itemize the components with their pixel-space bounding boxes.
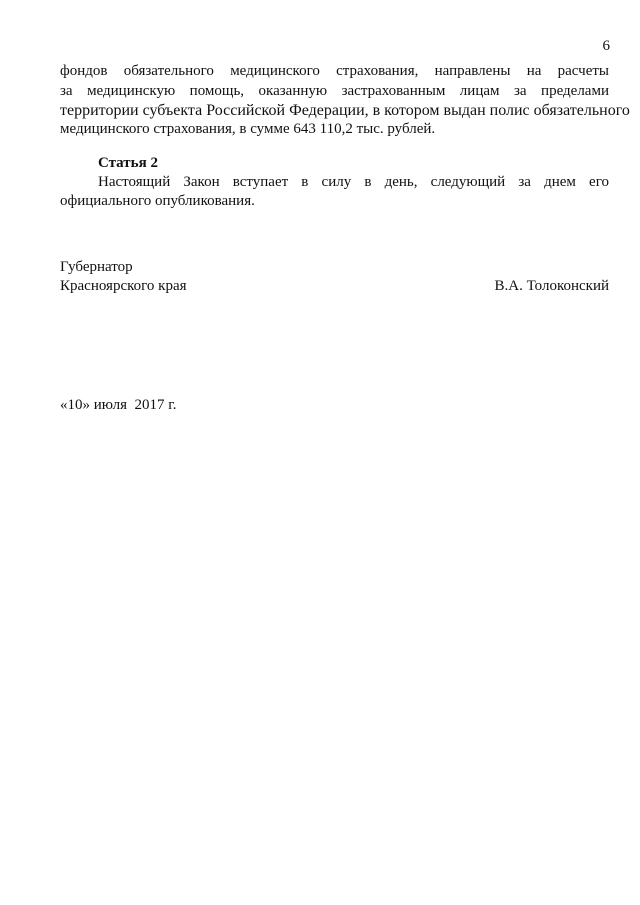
article-2-line-2: официального опубликования. [60, 193, 255, 209]
signature-title-line-1: Губернатор [60, 259, 133, 275]
page-number: 6 [602, 38, 610, 54]
signatory-name: В.А. Толоконский [494, 278, 609, 294]
paragraph-1-line-2: за медицинскую помощь, оказанную застрахованным лицам за пределами [60, 83, 609, 99]
article-2-heading: Статья 2 [98, 155, 158, 171]
article-2-line-1: Настоящий Закон вступает в силу в день, следующий за днем его [98, 174, 609, 190]
paragraph-1-line-4: медицинского страхования, в сумме 643 110,2 тыс. рублей. [60, 121, 436, 137]
paragraph-1-line-3: территории субъекта Российской Федерации, в котором выдан полис обязательного [60, 102, 630, 119]
paragraph-1-line-1: фондов обязательного медицинского страхования, направлены на расчеты [60, 63, 609, 79]
signature-title-line-2: Красноярского края [60, 278, 187, 294]
document-date: «10» июля 2017 г. [60, 397, 177, 413]
